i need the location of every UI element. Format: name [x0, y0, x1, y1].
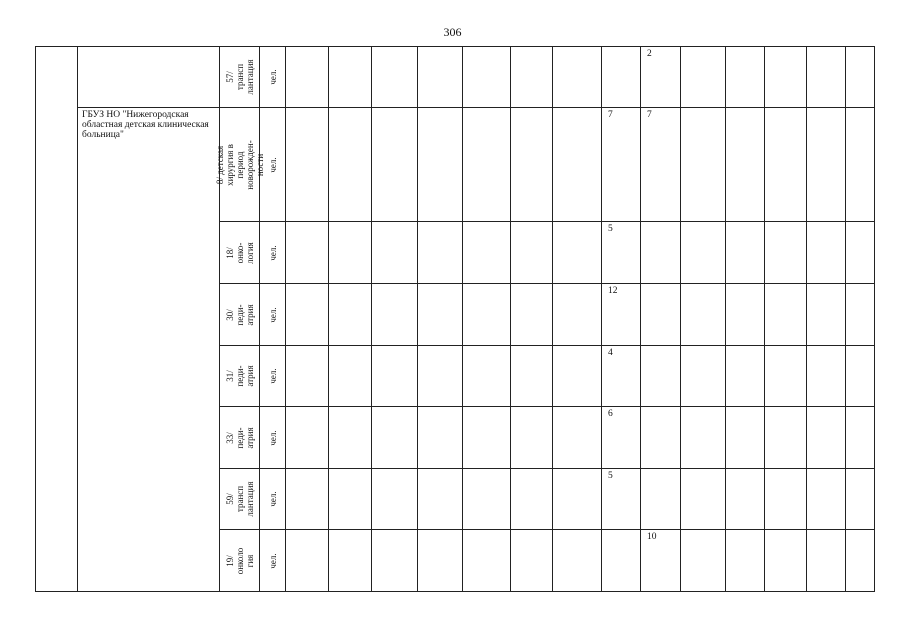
empty-cell — [36, 47, 78, 592]
organization-cell: ГБУЗ НО "Нижегородская областная детская клиническая больница" — [78, 108, 220, 592]
specialty-cell: 33/ педи- атрия — [220, 407, 260, 469]
specialty-cell: 30/ педи- атрия — [220, 284, 260, 346]
unit-cell: чел. — [260, 47, 286, 108]
unit-cell: чел. — [260, 407, 286, 469]
value-cell: 5 — [602, 469, 641, 530]
specialty-cell: 59/трансп лантация — [220, 469, 260, 530]
value-cell — [641, 346, 681, 407]
value-cell: 4 — [602, 346, 641, 407]
value-cell — [641, 222, 681, 284]
value-cell — [602, 47, 641, 108]
specialty-cell: 19/онколо гия — [220, 530, 260, 592]
data-table — [35, 46, 875, 592]
unit-cell: чел. — [260, 222, 286, 284]
specialty-cell: 31/ педи- атрия — [220, 346, 260, 407]
unit-cell: чел. — [260, 346, 286, 407]
value-cell: 7 — [602, 108, 641, 222]
table-row — [36, 47, 875, 108]
table-row — [36, 108, 875, 222]
unit-cell: чел. — [260, 108, 286, 222]
empty-cell — [78, 47, 220, 108]
value-cell: 6 — [602, 407, 641, 469]
value-cell: 10 — [641, 530, 681, 592]
value-cell: 5 — [602, 222, 641, 284]
unit-cell: чел. — [260, 530, 286, 592]
value-cell — [641, 284, 681, 346]
page-number: 306 — [443, 25, 462, 39]
specialty-cell: 18/ онко- логия — [220, 222, 260, 284]
value-cell — [641, 469, 681, 530]
value-cell — [641, 407, 681, 469]
unit-cell: чел. — [260, 284, 286, 346]
value-cell: 2 — [641, 47, 681, 108]
value-cell: 12 — [602, 284, 641, 346]
unit-cell: чел. — [260, 469, 286, 530]
value-cell — [602, 530, 641, 592]
specialty-cell: 8/ детская хирургия в период новорожден- ности — [220, 108, 260, 222]
value-cell: 7 — [641, 108, 681, 222]
specialty-cell: 57/трансп лантация — [220, 47, 260, 108]
